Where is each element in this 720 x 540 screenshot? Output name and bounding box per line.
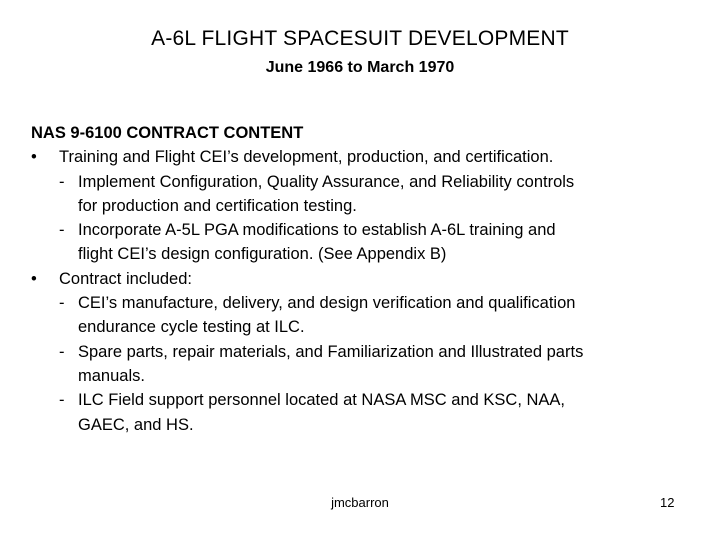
bullet-item	[31, 267, 701, 291]
sub-item-text: Spare parts, repair materials, and Familiarization and Illustrated parts	[78, 342, 584, 361]
sub-item	[31, 170, 701, 194]
sub-item	[31, 291, 701, 315]
footer-author: jmcbarron	[331, 495, 389, 510]
sub-item-continuation: flight CEI’s design configuration. (See Appendix B)	[78, 245, 447, 264]
sub-item	[31, 340, 701, 364]
bullet-text: Training and Flight CEI’s development, production, and certification.	[59, 148, 554, 167]
slide-content	[31, 121, 701, 437]
sub-item-continuation: manuals.	[78, 366, 145, 385]
bullet-text: Contract included:	[59, 269, 192, 288]
sub-item-continuation: for production and certification testing.	[78, 196, 357, 215]
sub-item-text: ILC Field support personnel located at NASA MSC and KSC, NAA,	[78, 391, 565, 410]
bullet-icon: •	[31, 269, 37, 288]
sub-item-continuation: GAEC, and HS.	[78, 415, 194, 434]
dash-icon: -	[59, 172, 65, 191]
slide-subtitle: June 1966 to March 1970	[265, 59, 455, 76]
sub-item-text: Implement Configuration, Quality Assurance, and Reliability controls	[78, 172, 575, 191]
slide-title: A-6L FLIGHT SPACESUIT DEVELOPMENT	[151, 27, 569, 50]
bullet-item	[31, 145, 701, 169]
sub-item	[31, 218, 701, 242]
dash-icon: -	[59, 342, 65, 361]
dash-icon: -	[59, 294, 65, 313]
sub-item-text: CEI’s manufacture, delivery, and design verification and qualification	[78, 294, 576, 313]
bullet-icon: •	[31, 148, 37, 167]
sub-item	[31, 388, 701, 412]
dash-icon: -	[59, 221, 65, 240]
dash-icon: -	[59, 391, 65, 410]
sub-item-text: Incorporate A-5L PGA modifications to establish A-6L training and	[78, 221, 556, 240]
sub-item-continuation: endurance cycle testing at ILC.	[78, 318, 305, 337]
page-number: 12	[660, 495, 675, 510]
content-heading: NAS 9-6100 CONTRACT CONTENT	[31, 124, 304, 142]
